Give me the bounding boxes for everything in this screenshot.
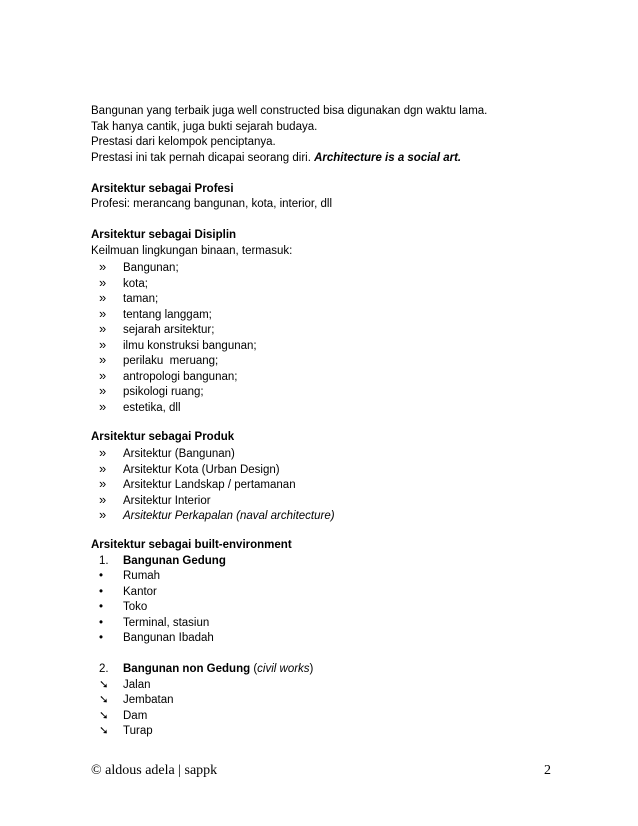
intro-line-2: Tak hanya cantik, juga bukti sejarah budaya. — [91, 120, 318, 133]
footer-credit: © aldous adela | sappk — [91, 763, 218, 778]
list-item: ➘ Dam — [91, 709, 561, 725]
list-item: ➘ Turap — [91, 724, 561, 740]
double-chevron-icon: » — [99, 460, 107, 476]
double-chevron-icon: » — [99, 274, 107, 290]
numbered-item — [91, 554, 561, 570]
intro-line-4 — [91, 151, 561, 167]
list-item: » antropologi bangunan; — [99, 367, 238, 383]
section-heading-profesi: Arsitektur sebagai Profesi — [91, 182, 234, 195]
intro-quote: Architecture is a social art. — [314, 151, 462, 164]
arrow-down-right-icon: ➘ — [99, 694, 109, 706]
list-item: » psikologi ruang; — [99, 383, 204, 398]
section-heading-built-environment: Arsitektur sebagai built-environment — [91, 539, 292, 551]
list-item: • Rumah — [91, 569, 561, 585]
intro-line-3: Prestasi dari kelompok penciptanya. — [91, 136, 276, 148]
list-item: » Arsitektur Kota (Urban Design) — [99, 460, 280, 476]
page-number: 2 — [544, 763, 551, 778]
list-item: ➘ Jalan — [91, 678, 561, 694]
intro-line-4-text: Prestasi ini tak pernah dicapai seorang diri. — [91, 151, 315, 164]
list-item: » Arsitektur Landskap / pertamanan — [99, 476, 296, 491]
list-item: » taman; — [99, 290, 159, 305]
item-number: 2. — [99, 663, 109, 675]
double-chevron-icon: » — [99, 305, 107, 321]
double-chevron-icon: » — [99, 336, 107, 352]
disiplin-text: Keilmuan lingkungan binaan, termasuk: — [91, 244, 293, 257]
double-chevron-icon: » — [99, 383, 107, 398]
list-item: » kota; — [99, 274, 148, 290]
list-item: » Arsitektur (Bangunan) — [99, 445, 235, 460]
list-item: • Terminal, stasiun — [91, 616, 561, 632]
list-item: ➘ Jembatan — [91, 693, 561, 709]
list-item: » Arsitektur Perkapalan (naval architecture) — [99, 507, 335, 522]
profesi-text: Profesi: merancang bangunan, kota, interior, dll — [91, 198, 333, 210]
list-item: • Kantor — [91, 585, 561, 601]
section-heading-produk: Arsitektur sebagai Produk — [91, 430, 235, 443]
double-chevron-icon: » — [99, 507, 107, 522]
bullet-icon: • — [99, 570, 104, 582]
group-note: civil works — [257, 663, 310, 675]
numbered-item: 2. Bangunan non Gedung (civil works) — [91, 662, 561, 678]
list-item: » ilmu konstruksi bangunan; — [99, 336, 257, 352]
double-chevron-icon: » — [99, 259, 107, 274]
double-chevron-icon: » — [99, 445, 107, 460]
double-chevron-icon: » — [99, 367, 107, 383]
group-title: Bangunan Gedung — [123, 554, 226, 567]
section-heading-disiplin: Arsitektur sebagai Disiplin — [91, 229, 237, 241]
list-item: » tentang langgam; — [99, 305, 212, 321]
list-item: » perilaku meruang; — [99, 352, 219, 367]
document-body — [91, 104, 561, 740]
list-item: » estetika, dll — [99, 398, 181, 414]
arrow-down-right-icon: ➘ — [99, 709, 109, 722]
double-chevron-icon: » — [99, 290, 107, 305]
arrow-down-right-icon: ➘ — [99, 678, 109, 691]
list-item: » sejarah arsitektur; — [99, 321, 215, 336]
intro-line-1: Bangunan yang terbaik juga well constructed bisa digunakan dgn waktu lama. — [91, 105, 488, 117]
bullet-icon: • — [99, 616, 104, 629]
bullet-icon: • — [99, 585, 104, 598]
double-chevron-icon: » — [99, 491, 107, 507]
group-title: Bangunan non Gedung — [123, 663, 251, 675]
double-chevron-icon: » — [99, 476, 107, 491]
list-item: » Bangunan; — [99, 259, 179, 274]
arrow-down-right-icon: ➘ — [99, 725, 109, 737]
bullet-icon: • — [99, 632, 104, 644]
bullet-icon: • — [99, 601, 104, 613]
double-chevron-icon: » — [99, 352, 107, 367]
list-item: • Bangunan Ibadah — [91, 631, 561, 647]
item-number: 1. — [99, 554, 109, 567]
double-chevron-icon: » — [99, 321, 107, 336]
double-chevron-icon: » — [99, 398, 107, 414]
list-item: » Arsitektur Interior — [99, 491, 211, 507]
list-item: • Toko — [91, 600, 561, 616]
